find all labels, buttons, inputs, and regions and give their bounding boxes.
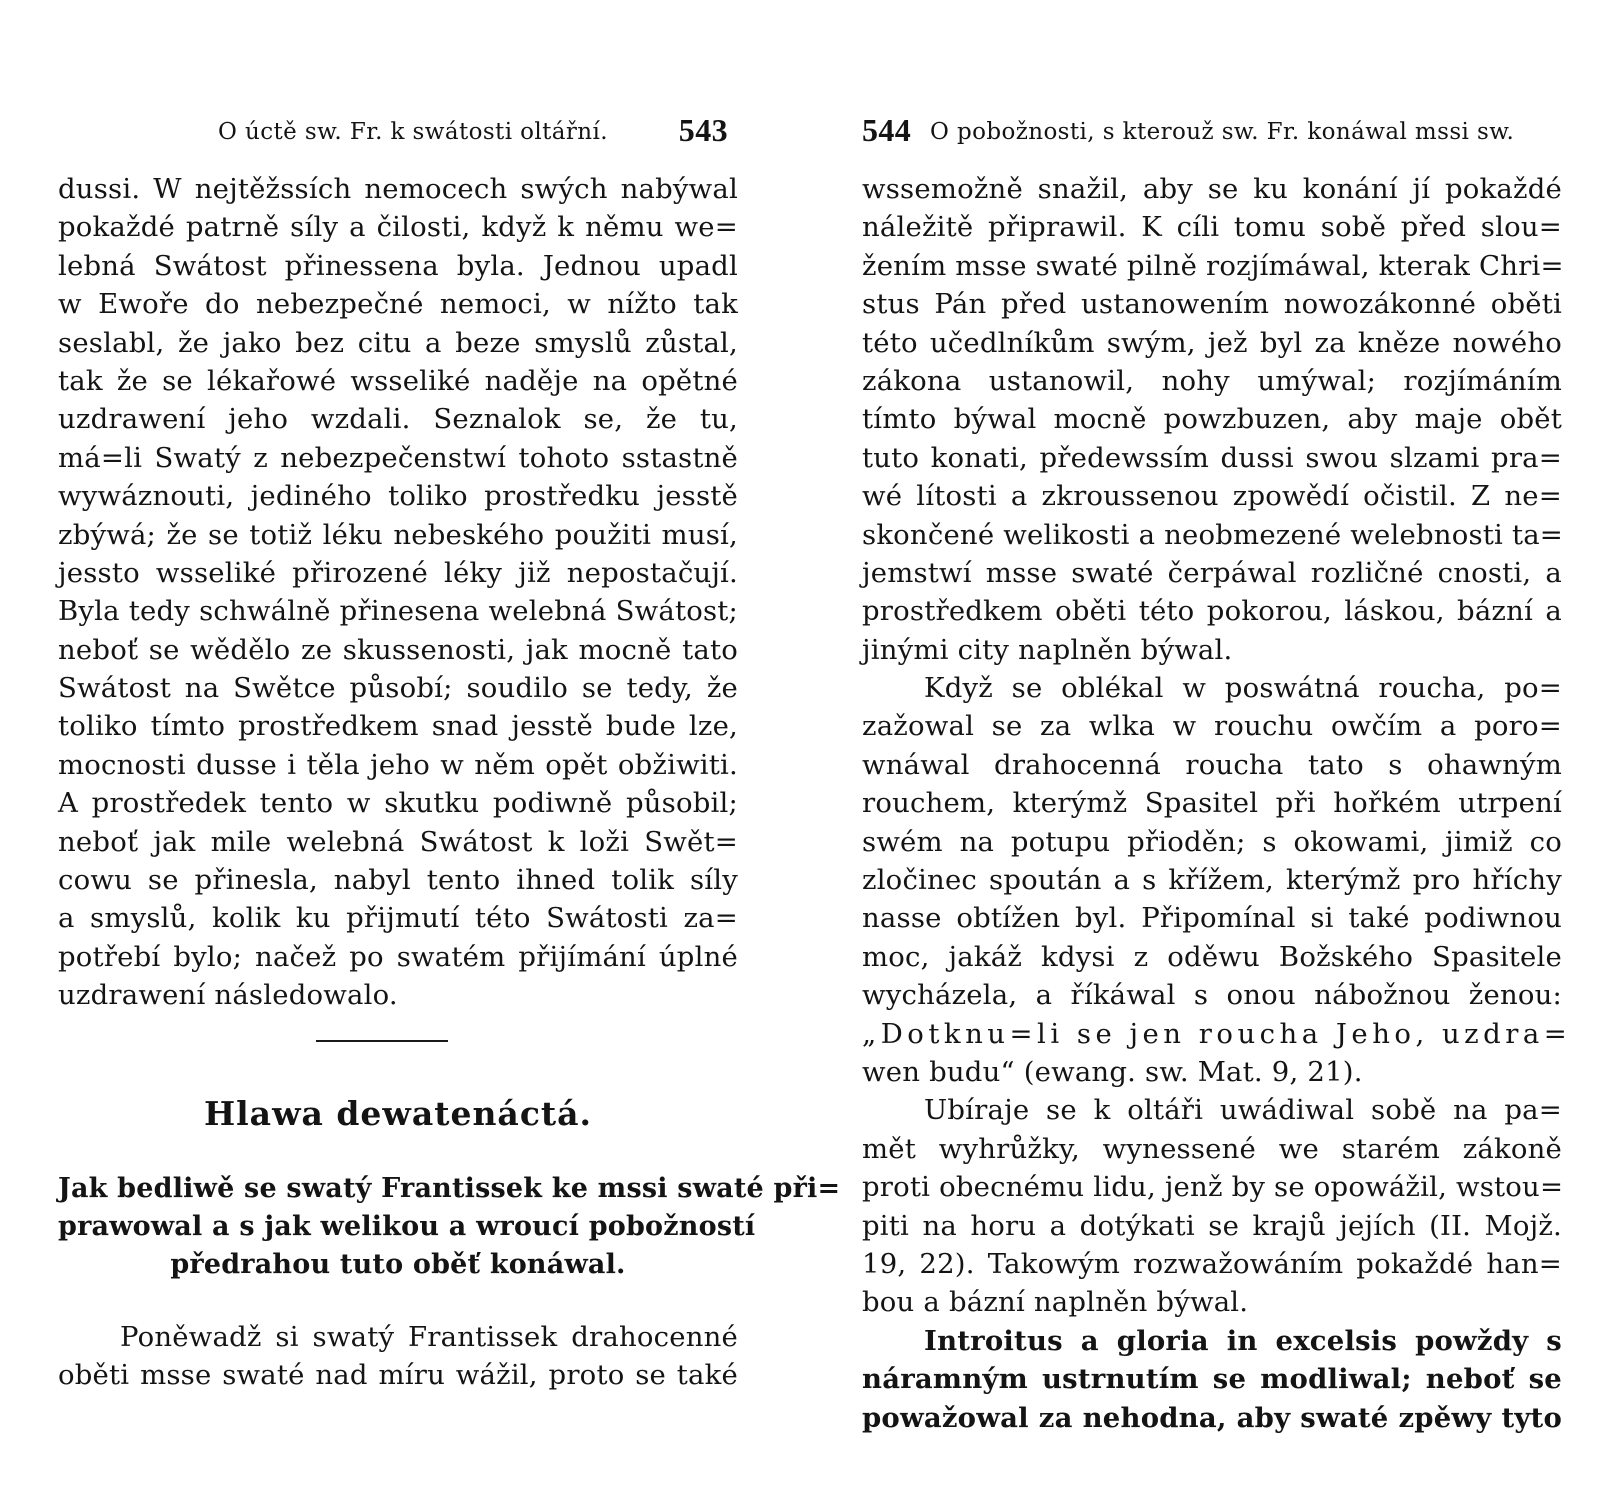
text-line: Když se oblékal w poswátná roucha, po= xyxy=(924,672,1562,705)
text-line: potřebí bylo; načež po swatém přijímání úplné xyxy=(58,940,738,973)
chapter-subtitle-line: předrahou tuto oběť konáwal. xyxy=(170,1249,626,1280)
text-line: uzdrawení jeho wzdali. Seznalok se, že tu, xyxy=(58,403,738,436)
text-line: tak že se lékařowé wsseliké naděje na opětné xyxy=(58,364,738,397)
text-line: neboť se wědělo ze skussenosti, jak mocně tato xyxy=(58,633,738,666)
left-page-number: 543 xyxy=(678,112,728,148)
right-running-head xyxy=(862,110,1562,154)
chapter-subtitle-line: Jak bedliwě se swatý Frantissek ke mssi swaté při= xyxy=(58,1173,841,1204)
text-line: rouchem, kterýmž Spasitel při hořkém utrpení xyxy=(862,787,1562,820)
text-line: prostředkem oběti této pokorou, láskou, bázní a xyxy=(862,595,1562,628)
text-line: oběti msse swaté nad míru wážil, proto se také xyxy=(58,1359,738,1392)
text-line: toliko tímto prostředkem snad jesstě bude lze, xyxy=(58,710,738,743)
text-line: neboť jak mile welebná Swátost k loži Swět= xyxy=(58,825,738,858)
right-running-head-title: O pobožnosti, s kterouž sw. Fr. konáwal mssi sw. xyxy=(930,119,1515,145)
text-line: mět wyhrůžky, wynessené we starém zákoně xyxy=(862,1132,1562,1165)
section-divider xyxy=(316,1040,448,1042)
text-line: Introitus a gloria in excelsis powždy s xyxy=(924,1324,1562,1357)
left-page xyxy=(58,0,841,1500)
chapter-subtitle xyxy=(58,1170,841,1284)
text-line: dussi. W nejtěžssích nemocech swých nabýwal xyxy=(58,173,738,205)
text-line: skončené welikosti a neobmezené welebnosti ta= xyxy=(862,518,1564,551)
text-line: moc, jakáž kdysi z oděwu Božského Spasitele xyxy=(862,940,1562,973)
text-line: jemstwí msse swaté čerpáwal rozličné cnosti, a xyxy=(862,556,1562,589)
text-line: uzdrawení následowalo. xyxy=(58,979,398,1012)
right-body-text xyxy=(862,170,1572,1437)
text-line: lebná Swátost přinessena byla. Jednou upadl xyxy=(58,249,738,282)
text-line: zločinec spoután a s křížem, kterýmž pro hříchy xyxy=(862,864,1562,897)
text-line: wycházela, a říkáwal s onou nábožnou ženou: xyxy=(862,979,1562,1012)
text-line: zbýwá; že se totiž léku nebeského použiti musí, xyxy=(58,518,738,551)
text-line: žením msse swaté pilně rozjímáwal, kterak Chri= xyxy=(862,249,1564,282)
right-page-number: 544 xyxy=(862,112,912,148)
text-line: tuto konati, předewssím dussi swou slzami pra= xyxy=(862,441,1562,474)
text-line: má=li Swatý z nebezpečenstwí tohoto sstastně xyxy=(58,441,738,474)
text-line: w Ewoře do nebezpečné nemoci, w nížto tak xyxy=(58,288,738,321)
left-body-text xyxy=(58,170,738,1015)
text-line: stus Pán před ustanowením nowozákonné oběti xyxy=(862,288,1562,321)
text-line: wywáznouti, jediného toliko prostředku jesstě xyxy=(58,480,738,513)
text-line: zažowal se za wlka w rouchu owčím a poro= xyxy=(862,710,1562,743)
text-line: Swátost na Swětce působí; soudilo se tedy, že xyxy=(58,672,738,705)
text-line: zákona ustanowil, nohy umýwal; rozjímáním xyxy=(862,364,1562,397)
text-line: Poněwadž si swatý Frantissek drahocenné xyxy=(120,1321,738,1353)
text-line: swém na potupu přioděn; s okowami, jimiž co xyxy=(862,825,1562,858)
text-line-quotation: „Dotknu=li se jen roucha Jeho, uzdra= xyxy=(862,1017,1572,1050)
text-line: 19, 22). Takowým rozwažowáním pokaždé han= xyxy=(862,1247,1562,1280)
text-line: proti obecnému lidu, jenž by se opowážil, wstou= xyxy=(862,1171,1564,1204)
text-line: wssemožně snažil, aby se ku konání jí pokaždé xyxy=(862,173,1562,205)
text-line: Byla tedy schwálně přinesena welebná Swátost; xyxy=(58,595,738,628)
text-line: bou a bázní naplněn býwal. xyxy=(862,1286,1249,1319)
text-line: wé lítosti a zkroussenou zpowědí očistil. Z ne= xyxy=(862,480,1562,513)
left-running-head-title: O úctě sw. Fr. k swátosti oltářní. xyxy=(218,119,608,145)
chapter-title: Hlawa dewatenáctá. xyxy=(203,1094,593,1133)
chapter-subtitle-line: prawowal a s jak welikou a wroucí pobožností xyxy=(58,1211,756,1242)
text-line: tímto býwal mocně powzbuzen, aby maje obět xyxy=(862,403,1562,436)
text-line: této učedlníkům swým, jež byl za kněze nowého xyxy=(862,326,1562,359)
text-line: a smyslů, kolik ku přijmutí této Swátosti za= xyxy=(58,902,738,935)
text-line: jessto wsseliké přirozené léky již nepostačují. xyxy=(58,556,738,589)
text-line: mocnosti dusse i těla jeho w něm opět obžiwiti. xyxy=(58,748,738,781)
text-line: jinými city naplněn býwal. xyxy=(862,633,1233,666)
text-line: náramným ustrnutím se modliwal; neboť se xyxy=(862,1363,1562,1396)
text-line: seslabl, že jako bez citu a beze smyslů zůstal, xyxy=(58,326,738,359)
text-line: nasse obtížen byl. Připomínal si také podiwnou xyxy=(862,902,1562,935)
text-line: piti na horu a dotýkati se krajů jejích (II. Mojž. xyxy=(862,1209,1562,1242)
text-line: pokaždé patrně síly a čilosti, když k němu we= xyxy=(58,211,738,244)
text-line: Ubíraje se k oltáři uwádiwal sobě na pa= xyxy=(924,1094,1562,1127)
text-line: A prostředek tento w skutku podiwně působil; xyxy=(58,787,738,820)
text-line: cowu se přinesla, nabyl tento ihned tolik síly xyxy=(58,864,738,897)
right-page xyxy=(862,0,1572,1500)
text-line: powažowal za nehodna, aby swaté zpěwy tyto xyxy=(862,1401,1562,1434)
text-line: wnáwal drahocenná roucha tato s ohawným xyxy=(862,748,1562,781)
left-running-head xyxy=(58,110,738,154)
text-line: wen budu“ (ewang. sw. Mat. 9, 21). xyxy=(862,1055,1363,1088)
text-line: náležitě připrawil. K cíli tomu sobě před slou= xyxy=(862,211,1562,244)
left-final-paragraph xyxy=(58,1318,738,1395)
